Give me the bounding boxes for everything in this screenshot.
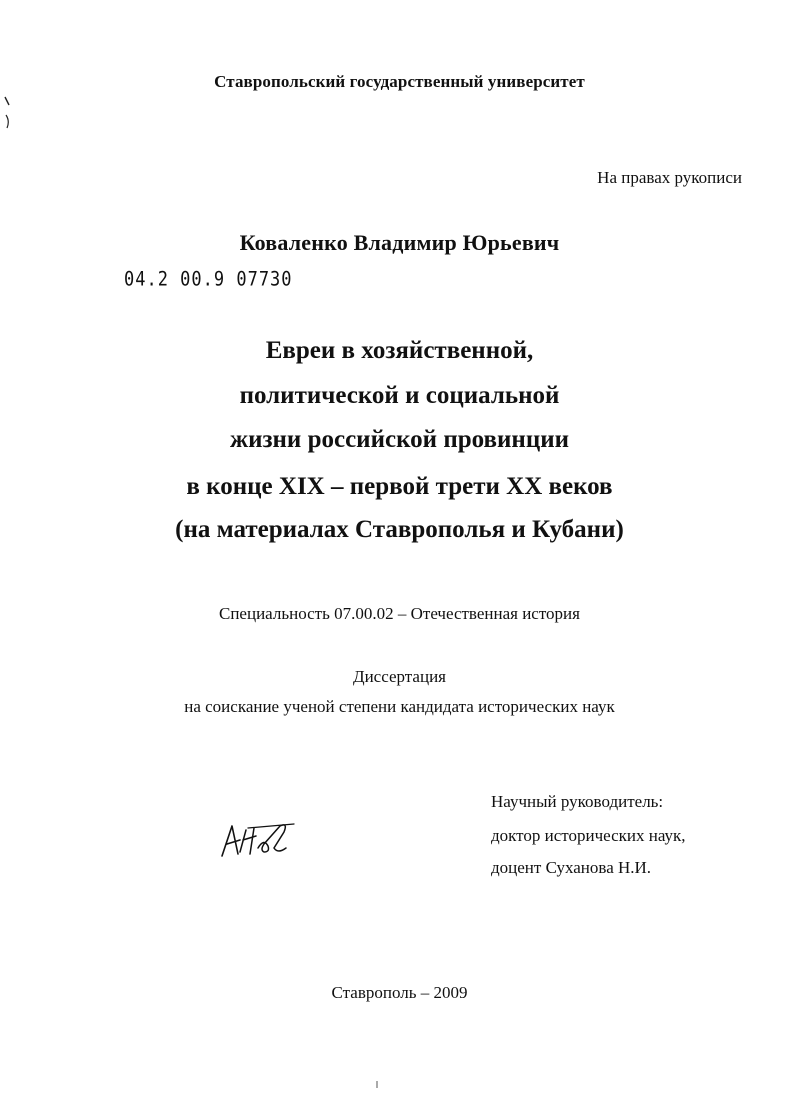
author-name: Коваленко Владимир Юрьевич	[239, 230, 560, 255]
title-line: Евреи в хозяйственной,	[265, 337, 534, 364]
university-name: Ставропольский государственный университет	[214, 72, 585, 91]
title-line: жизни российской провинции	[229, 426, 570, 453]
scan-artifact-icon	[374, 1080, 380, 1090]
title-line: в конце XIX – первой трети XX веков	[186, 473, 613, 500]
dissertation-label: Диссертация	[352, 667, 446, 686]
specialty: Специальность 07.00.02 – Отечественная история	[219, 604, 580, 623]
scan-artifact-icon	[0, 95, 20, 135]
dissertation-degree: на соискание ученой степени кандидата исторических наук	[184, 697, 615, 716]
handwritten-signature-icon	[218, 818, 298, 866]
catalog-number: 04.2 00.9 07730	[124, 268, 293, 291]
city-year: Ставрополь – 2009	[331, 983, 468, 1002]
rights-note: На правах рукописи	[597, 168, 742, 187]
advisor-role: Научный руководитель:	[491, 792, 664, 811]
title-line: (на материалах Ставрополья и Кубани)	[175, 516, 624, 543]
title-line: политической и социальной	[239, 382, 560, 409]
advisor-degree: доктор исторических наук,	[491, 826, 686, 845]
advisor-name: доцент Суханова Н.И.	[491, 858, 652, 877]
